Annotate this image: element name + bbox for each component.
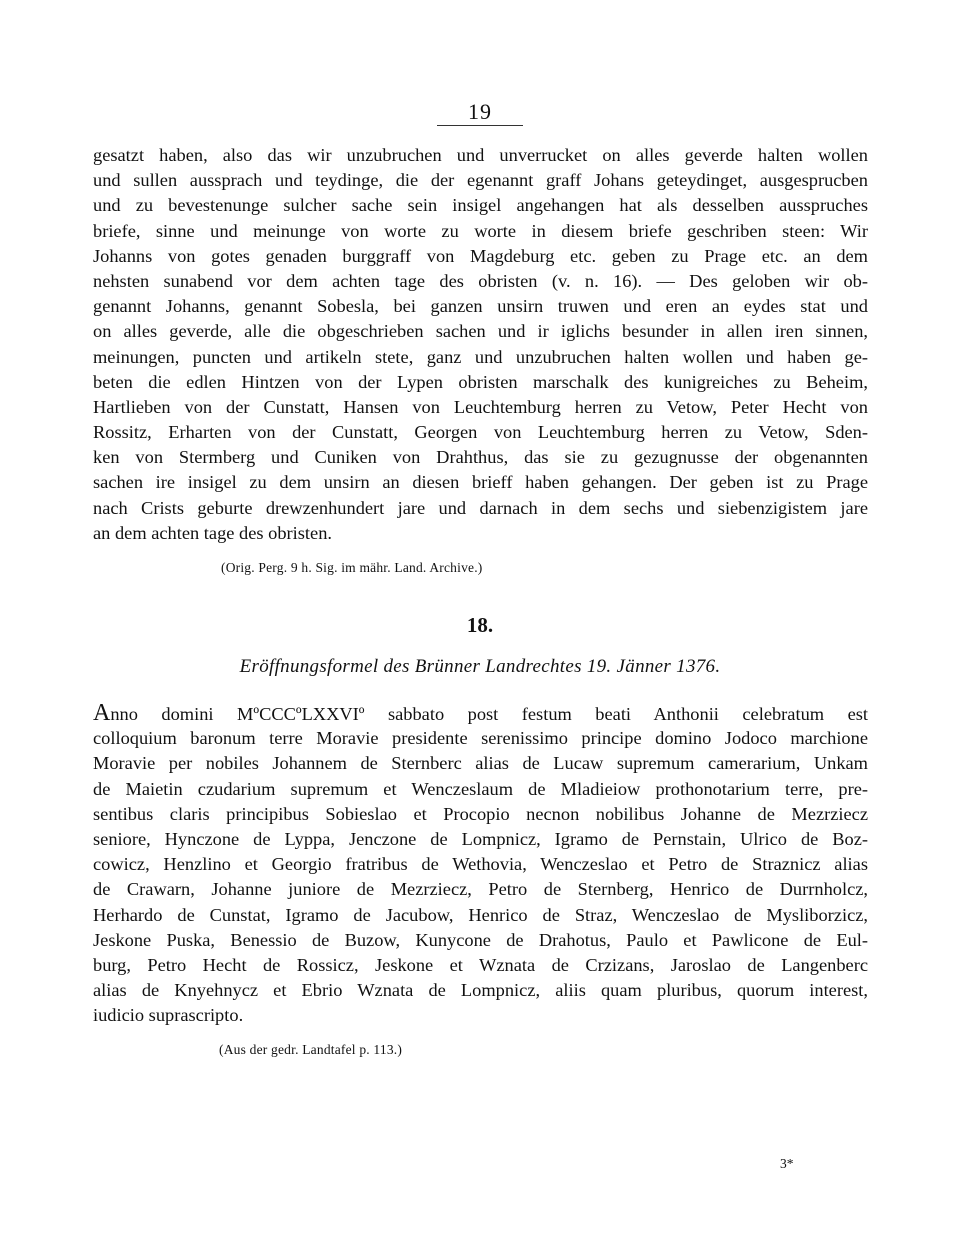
text-line: Rossitz, Erharten von der Cunstatt, Georgen von Leuchtemburg herren zu Vetow, Sden-: [93, 422, 868, 443]
source-note-2: (Aus der gedr. Landtafel p. 113.): [219, 1042, 403, 1057]
text-line: gesatzt haben, also das wir unzubruchen und unverrucket on alles geverde halten wollen: [93, 145, 868, 165]
drop-cap: A: [93, 700, 111, 726]
footer-mark: 3*: [780, 1156, 794, 1171]
text-line: an dem achten tage des obristen.: [93, 522, 332, 543]
text-line: de Crawarn, Johanne juniore de Mezrziecz, Petro de Sternberg, Henrico de Durrnholcz,: [93, 879, 868, 900]
text-line: burg, Petro Hecht de Rossicz, Jeskone et Wznata de Crzizans, Jaroslao de Langenberc: [93, 954, 868, 975]
text-line-first: [93, 701, 868, 726]
text-line: nach Crists geburte drewzenhundert jare und darnach in dem sechs und siebenzigistem jare: [93, 497, 868, 518]
source-note-1: (Orig. Perg. 9 h. Sig. im mähr. Land. Archive.): [221, 560, 483, 575]
first-line-text: nno domini MºCCCºLXXVIº sabbato post festum beati Anthonii celebratum est: [110, 704, 868, 724]
text-line: Moravie per nobiles Johannem de Sternberc alias de Lucaw supremum camerarium, Unkam: [93, 753, 868, 774]
text-line: beten die edlen Hintzen von der Lypen obristen marschalk des kunigreiches zu Beheim,: [93, 371, 868, 392]
text-line: Jeskone Puska, Benessio de Buzow, Kunycone de Drahotus, Paulo et Pawlicone de Eul-: [93, 929, 868, 950]
text-line: alias de Knyehnycz et Ebrio Wznata de Lompnicz, aliis quam pluribus, quorum interest,: [93, 980, 868, 1001]
text-line: sachen ire insigel zu dem unsirn an diesen brieff haben gehangen. Der geben ist zu Prage: [93, 472, 868, 493]
text-line: Herhardo de Cunstat, Igramo de Jacubow, Henrico de Straz, Wenczeslao de Mysliborzicz,: [93, 904, 868, 925]
text-line: genannt Johanns, genannt Sobesla, bei ganzen unsirn truwen und eren an eydes stat und: [93, 296, 868, 317]
text-line: und sullen aussprach und teydinge, die der egenannt graff Johans geteydinget, ausgesprucben: [93, 170, 868, 191]
paragraph-1: [93, 143, 868, 546]
text-line: ken von Stermberg und Cuniken von Drahthus, das sie zu gezugnusse der obgenannten: [93, 447, 868, 468]
text-line: colloquium baronum terre Moravie presidente serenissimo principe domino Jodoco marchione: [93, 728, 868, 749]
text-line: cowicz, Henzlino et Georgio fratribus de Wethovia, Wenczeslao et Petro de Straznicz alias: [93, 854, 868, 875]
page-number: 19: [468, 99, 492, 124]
paragraph-2: [93, 701, 868, 1028]
text-line: Johanns von gotes genaden burggraff von Magdeburg etc. geben zu Prage etc. an dem: [93, 245, 868, 266]
text-line: seniore, Hynczone de Lyppa, Jenczone de Lompnicz, Igramo de Pernstain, Ulrico de Boz-: [93, 828, 868, 849]
text-line: meinungen, puncten und artikeln stete, ganz und unzubruchen halten wollen und haben ge-: [93, 346, 868, 367]
text-line: sentibus claris principibus Sobieslao et Procopio necnon nobilibus Johanne de Mezrziecz: [93, 803, 868, 824]
text-line: briefe, sinne und meinunge von worte zu worte in diesem briefe geschriben steen: Wir: [93, 220, 868, 241]
text-line: de Maietin czudarium supremum et Wenczeslaum de Mladieiow prothonotarium terre, pre-: [93, 778, 868, 799]
section-title: Eröffnungsformel des Brünner Landrechtes 19. Jänner 1376.: [239, 656, 721, 677]
text-line: nehsten sunabend vor dem achten tage des obristen (v. n. 16). — Des geloben wir ob-: [93, 270, 868, 291]
page-number-rule: [437, 125, 523, 126]
section-number: 18.: [466, 613, 494, 637]
text-line: Hartlieben von der Cunstatt, Hansen von Leuchtemburg herren zu Vetow, Peter Hecht von: [93, 396, 868, 417]
text-line: und zu bevestenunge sulcher sache sein insigel angehangen hat als desselben ausspruches: [93, 195, 868, 216]
text-line: on alles geverde, alle die obgeschrieben sachen und ir iglichs besunder in allen iren sinnen,: [93, 321, 868, 342]
text-line: iudicio suprascripto.: [93, 1005, 244, 1026]
